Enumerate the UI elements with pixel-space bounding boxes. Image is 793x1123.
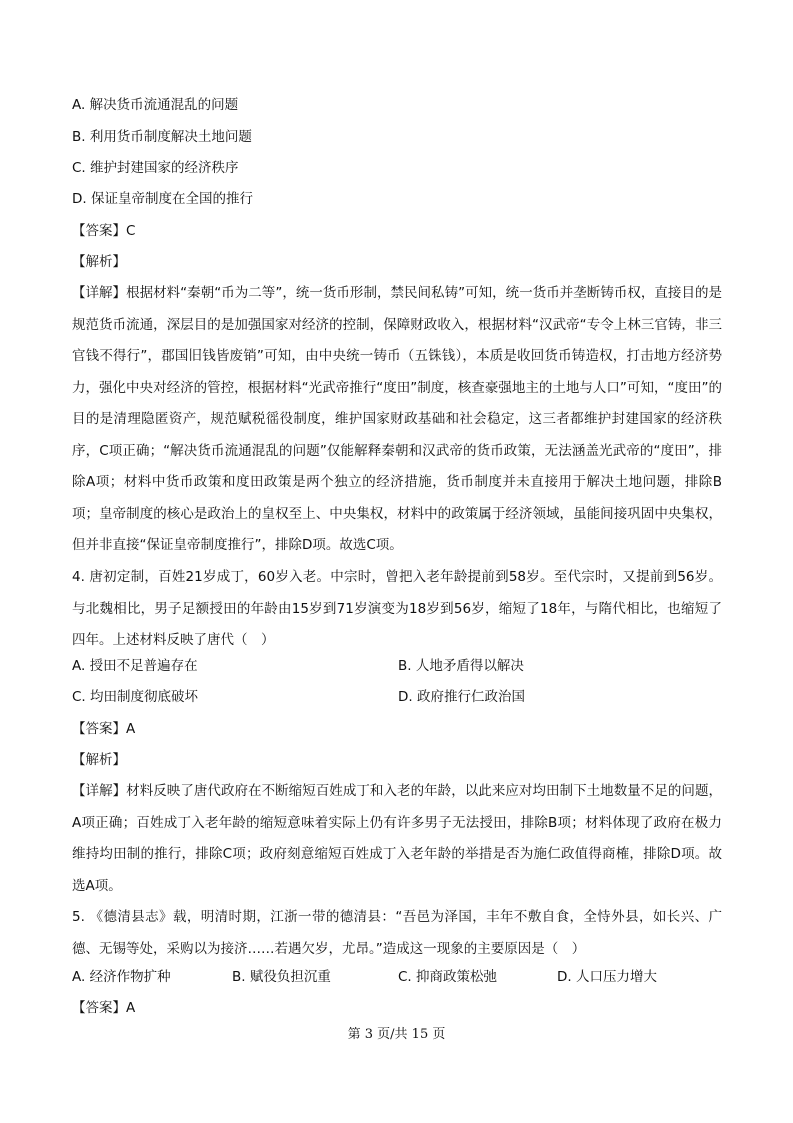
q5-option-a: A. 经济作物扩种: [72, 969, 171, 985]
q3-option-a: A. 解决货币流通混乱的问题: [72, 97, 239, 113]
q4-analysis-label: 【解析】: [72, 752, 126, 768]
q3-analysis-label: 【解析】: [72, 254, 126, 270]
q5-stem: 5. 《德清县志》载，明清时期，江浙一带的德清县：“吾邑为泽国，丰年不敷自食，全恃外县，如长兴、广德、无锡等处，采购以为接济……若遇欠岁，尤昂。”造成这一现象的主要原因是（ ）: [72, 909, 722, 957]
q3-answer: 【答案】C: [72, 223, 136, 239]
q4-option-b: B. 人地矛盾得以解决: [398, 658, 524, 674]
q3-option-b: B. 利用货币制度解决土地问题: [72, 129, 252, 145]
q3-option-c: C. 维护封建国家的经济秩序: [72, 160, 239, 176]
q4-option-a: A. 授田不足普遍存在: [72, 658, 198, 674]
q3-option-d: D. 保证皇帝制度在全国的推行: [72, 191, 253, 207]
q5-option-b: B. 赋役负担沉重: [232, 969, 331, 985]
q4-answer: 【答案】A: [72, 721, 136, 737]
q4-option-c: C. 均田制度彻底破坏: [72, 689, 199, 705]
q4-option-d: D. 政府推行仁政治国: [398, 689, 525, 705]
page-footer: 第 3 页/共 15 页: [347, 1027, 446, 1042]
q4-detail: 【详解】材料反映了唐代政府在不断缩短百姓成丁和入老的年龄，以此来应对均田制下土地数量不足的问题，A项正确；百姓成丁入老年龄的缩短意味着实际上仍有许多男子无法授田，排除B项；材料体现了政府在极力维持均田制的推行，排除C项；政府刻意缩短百姓成丁入老年龄的举措是否为施仁政值得商榷，排除D项。故选A项。: [72, 783, 722, 894]
q4-stem: 4. 唐初定制，百姓21岁成丁，60岁入老。中宗时，曾把入老年龄提前到58岁。至代宗时，又提前到56岁。与北魏相比，男子足额授田的年龄由15岁到71岁演变为18岁到56岁，缩短了18年，与隋代相比，也缩短了四年。上述材料反映了唐代（ ）: [72, 569, 722, 648]
q5-answer: 【答案】A: [72, 1000, 136, 1016]
q3-detail: 【详解】根据材料“秦朝“币为二等”，统一货币形制，禁民间私铸”可知，统一货币并垄断铸币权，直接目的是规范货币流通，深层目的是加强国家对经济的控制，保障财政收入，根据材料“汉武帝“专令上林三官铸，非三官钱不得行”，郡国旧钱皆废销”可知，由中央统一铸币（五铢钱），本质是收回货币铸造权，打击地方经济势力，强化中央对经济的管控，根据材料“光武帝推行“度田”制度，核查豪强地主的土地与人口”可知，“度田”的目的是清理隐匿资产，规范赋税徭役制度，维护国家财政基础和社会稳定，这三者都维护封建国家的经济秩序，C项正确；“解决货币流通混乱的问题”仅能解释秦朝和汉武帝的货币政策，无法涵盖光武帝的“度田”，排除A项；材料中货币政策和度田政策是两个独立的经济措施，货币制度并未直接用于解决土地问题，排除B项；皇帝制度的核心是政治上的皇权至上、中央集权，材料中的政策属于经济领域，虽能间接巩固中央集权，但并非直接“保证皇帝制度推行”，排除D项。故选C项。: [72, 285, 722, 553]
q5-option-d: D. 人口压力增大: [557, 969, 657, 985]
q5-option-c: C. 抑商政策松弛: [398, 969, 498, 985]
